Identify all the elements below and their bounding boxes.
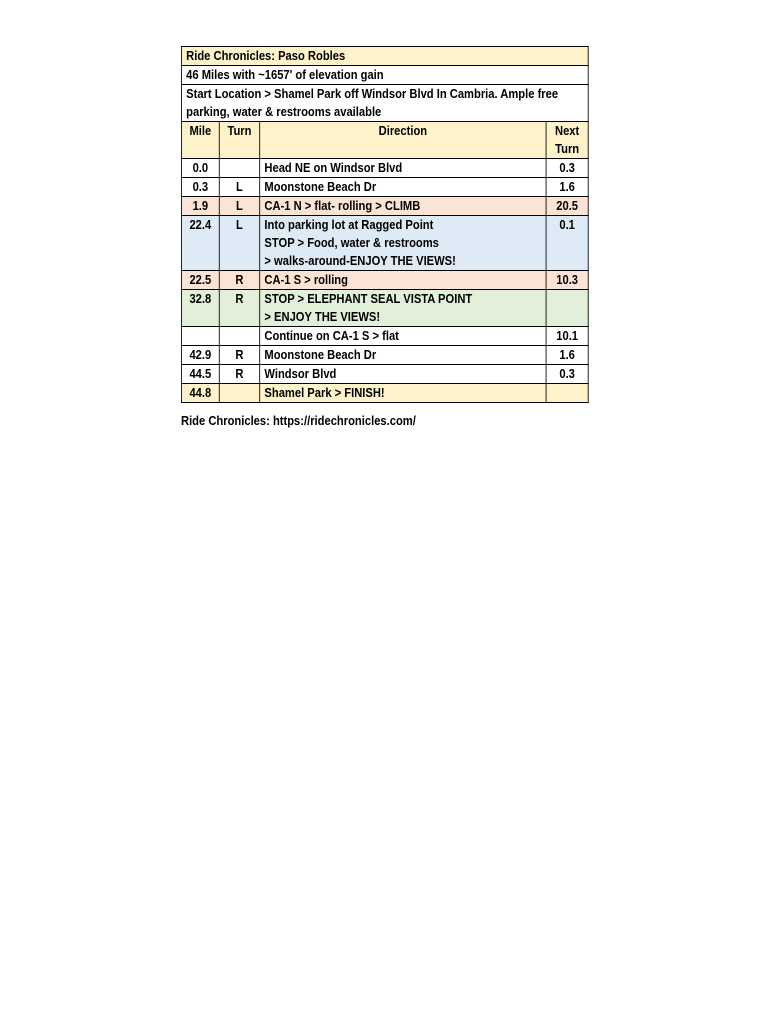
sheet-title: Ride Chronicles: Paso Robles [181, 47, 588, 66]
table-row [181, 178, 588, 197]
table-row [181, 197, 588, 216]
direction-cell: Moonstone Beach Dr [260, 346, 546, 365]
direction-cell: Shamel Park > FINISH! [260, 384, 546, 403]
turn-cell: L [219, 216, 259, 271]
turn-cell: L [219, 197, 259, 216]
mile-cell: 0.0 [181, 159, 219, 178]
turn-cell [219, 384, 259, 403]
direction-cell: Head NE on Windsor Blvd [260, 159, 546, 178]
turn-cell: L [219, 178, 259, 197]
direction-cell: CA-1 N > flat- rolling > CLIMB [260, 197, 546, 216]
table-row [181, 346, 588, 365]
table-row [181, 365, 588, 384]
turn-cell [219, 159, 259, 178]
column-header-next-turn: Next Turn [546, 122, 588, 159]
column-header-direction: Direction [260, 122, 546, 159]
next-turn-cell: 0.1 [546, 216, 588, 271]
mile-cell: 1.9 [181, 197, 219, 216]
next-turn-cell [546, 290, 588, 327]
table-row [181, 327, 588, 346]
summary-row [181, 66, 588, 85]
mile-cell: 22.5 [181, 271, 219, 290]
start-row [181, 85, 588, 122]
table-row [181, 290, 588, 327]
direction-cell: Windsor Blvd [260, 365, 546, 384]
footer-link-text: Ride Chronicles: https://ridechronicles.com/ [181, 413, 416, 428]
direction-cell: Moonstone Beach Dr [260, 178, 546, 197]
next-turn-cell: 0.3 [546, 365, 588, 384]
table-row [181, 384, 588, 403]
direction-cell: Into parking lot at Ragged Point STOP > Food, water & restrooms > walks-around-ENJOY THE VIEWS! [260, 216, 546, 271]
next-turn-cell: 0.3 [546, 159, 588, 178]
start-location: Start Location > Shamel Park off Windsor Blvd In Cambria. Ample free parking, water & restrooms available [181, 85, 588, 122]
turn-cell: R [219, 290, 259, 327]
next-turn-cell: 20.5 [546, 197, 588, 216]
mile-cell: 44.5 [181, 365, 219, 384]
next-turn-cell: 1.6 [546, 346, 588, 365]
mile-cell: 44.8 [181, 384, 219, 403]
next-turn-cell: 10.3 [546, 271, 588, 290]
mile-cell: 32.8 [181, 290, 219, 327]
column-header-turn: Turn [219, 122, 259, 159]
direction-cell: Continue on CA-1 S > flat [260, 327, 546, 346]
next-turn-cell: 10.1 [546, 327, 588, 346]
ride-summary: 46 Miles with ~1657' of elevation gain [181, 66, 588, 85]
table-row [181, 216, 588, 271]
direction-cell: CA-1 S > rolling [260, 271, 546, 290]
cue-sheet [181, 46, 588, 403]
turn-cell: R [219, 271, 259, 290]
column-header-row [181, 122, 588, 159]
cue-sheet-table [181, 46, 589, 403]
next-turn-cell: 1.6 [546, 178, 588, 197]
direction-cell: STOP > ELEPHANT SEAL VISTA POINT > ENJOY THE VIEWS! [260, 290, 546, 327]
next-turn-cell [546, 384, 588, 403]
turn-cell [219, 327, 259, 346]
turn-cell: R [219, 365, 259, 384]
mile-cell [181, 327, 219, 346]
mile-cell: 0.3 [181, 178, 219, 197]
title-row [181, 47, 588, 66]
table-row [181, 271, 588, 290]
column-header-mile: Mile [181, 122, 219, 159]
turn-cell: R [219, 346, 259, 365]
mile-cell: 42.9 [181, 346, 219, 365]
table-row [181, 159, 588, 178]
mile-cell: 22.4 [181, 216, 219, 271]
